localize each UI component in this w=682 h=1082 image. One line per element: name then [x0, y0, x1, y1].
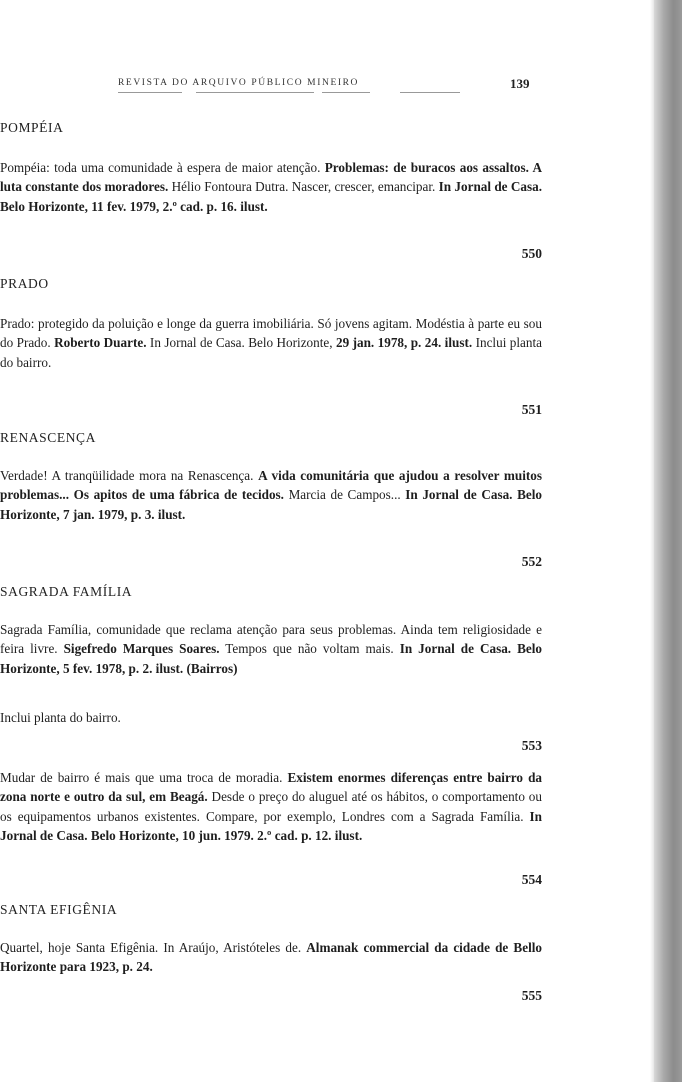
entry-number: 555	[521, 988, 542, 1003]
journal-title: REVISTA DO ARQUIVO PÚBLICO MINEIRO	[118, 78, 360, 88]
entry-number: 552	[521, 554, 542, 569]
entry-555: Quartel, hoje Santa Efigênia. In Araújo, Aristóteles de. Almanak commercial da cidade de Bello Horizonte para 1923, p. 24.	[0, 940, 542, 975]
section-heading-santa-efigenia: SANTA EFIGÊNIA	[0, 902, 118, 917]
entry-553: Sagrada Família, comunidade que reclama atenção para seus problemas. Ainda tem religiosidade e feira livre. Sigefredo Marques Soares. Tempos que não voltam mais. In Jornal de Casa. Belo Horizonte, 5 fev. 1978, p. 2. ilust. (Bairros)	[0, 622, 542, 676]
entry-number: 553	[521, 738, 542, 753]
book-spine-edge	[654, 0, 682, 1082]
section-heading-renascenca: RENASCENÇA	[0, 430, 97, 445]
header-rule	[196, 92, 314, 93]
section-heading-pompeia: POMPÉIA	[0, 120, 64, 135]
entry-551: Prado: protegido da poluição e longe da guerra imobiliária. Só jovens agitam. Modéstia à parte eu sou do Prado. Roberto Duarte. In Jornal de Casa. Belo Horizonte, 29 jan. 1978, p. 24. ilust. Inclui planta do bairro.	[0, 316, 542, 370]
section-heading-prado: PRADO	[0, 276, 49, 291]
header-rule	[322, 92, 370, 93]
page-number: 139	[510, 76, 530, 91]
section-heading-sagrada-familia: SAGRADA FAMÍLIA	[0, 584, 133, 599]
entry-552: Verdade! A tranqüilidade mora na Renascença. A vida comunitária que ajudou a resolver muitos problemas... Os apitos de uma fábrica de tecidos. Marcia de Campos... In Jornal de Casa. Belo Horizonte, 7 jan. 1979, p. 3. ilust.	[0, 468, 542, 522]
running-header	[0, 76, 640, 96]
entry-number: 554	[521, 872, 542, 887]
entry-550: Pompéia: toda uma comunidade à espera de maior atenção. Problemas: de buracos aos assaltos. A luta constante dos moradores. Hélio Fontoura Dutra. Nascer, crescer, emancipar. In Jornal de Casa. Belo Horizonte, 11 fev. 1979, 2.º cad. p. 16. ilust.	[0, 160, 542, 214]
entry-number: 551	[521, 402, 542, 417]
entry-553-note: Inclui planta do bairro.	[0, 710, 121, 725]
header-rule	[118, 92, 182, 93]
entry-554: Mudar de bairro é mais que uma troca de moradia. Existem enormes diferenças entre bairro da zona norte e outro da sul, em Beagá. Desde o preço do aluguel até os hábitos, o comportamento ou os equipamentos urbanos existentes. Compare, por exemplo, Londres com a Sagrada Família. In Jornal de Casa. Belo Horizonte, 10 jun. 1979. 2.º cad. p. 12. ilust.	[0, 770, 542, 843]
header-rule	[400, 92, 460, 93]
entry-number: 550	[521, 246, 542, 261]
